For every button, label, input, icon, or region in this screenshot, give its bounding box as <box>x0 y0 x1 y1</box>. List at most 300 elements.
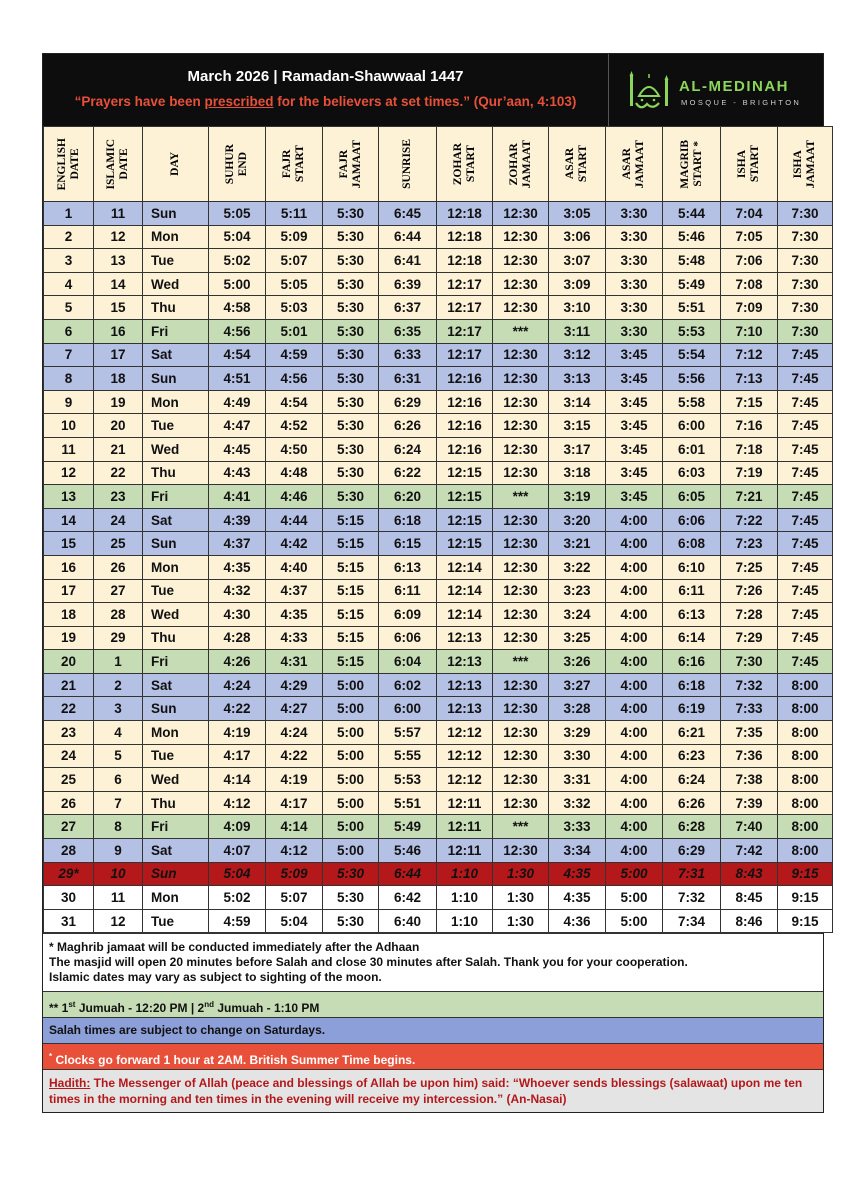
table-cell: 13 <box>94 249 143 273</box>
table-cell: 18 <box>94 367 143 391</box>
quran-quote <box>43 94 608 109</box>
table-cell: 11 <box>44 437 94 461</box>
table-cell: 5:15 <box>323 650 379 674</box>
table-cell: 4:46 <box>266 485 323 509</box>
table-row <box>44 650 833 674</box>
table-cell: 5 <box>44 296 94 320</box>
table-cell: 3:26 <box>549 650 606 674</box>
table-cell: 3 <box>44 249 94 273</box>
table-cell: 12:30 <box>493 673 549 697</box>
column-header <box>44 127 94 202</box>
table-cell: 12:30 <box>493 555 549 579</box>
table-cell: 5:00 <box>323 791 379 815</box>
jumuah-text-2: Jumuah - 12:20 PM | 2 <box>75 1001 205 1016</box>
table-cell: 4:49 <box>209 390 266 414</box>
table-cell: Fri <box>143 650 209 674</box>
column-header <box>606 127 663 202</box>
table-cell: 5:07 <box>266 886 323 910</box>
table-cell: 5:00 <box>323 721 379 745</box>
table-cell: 5:05 <box>209 202 266 226</box>
table-cell: 7:09 <box>721 296 778 320</box>
table-cell: 4:22 <box>266 744 323 768</box>
table-cell: 5:09 <box>266 225 323 249</box>
table-cell: 12 <box>44 461 94 485</box>
table-cell: 5:30 <box>323 272 379 296</box>
table-cell: *** <box>493 815 549 839</box>
column-header <box>778 127 833 202</box>
clocks-note <box>43 1043 823 1069</box>
table-cell: 12:11 <box>437 839 493 863</box>
table-row <box>44 367 833 391</box>
table-body <box>44 202 833 933</box>
column-header <box>379 127 437 202</box>
table-cell: 4:00 <box>606 839 663 863</box>
table-row <box>44 697 833 721</box>
table-row <box>44 272 833 296</box>
table-row <box>44 508 833 532</box>
table-cell: 4:00 <box>606 579 663 603</box>
table-cell: 1:30 <box>493 886 549 910</box>
mosque-dome-icon <box>627 70 671 114</box>
table-cell: 8:45 <box>721 886 778 910</box>
table-row <box>44 862 833 886</box>
table-cell: 12:30 <box>493 579 549 603</box>
table-cell: 11 <box>94 886 143 910</box>
table-cell: 4:45 <box>209 437 266 461</box>
table-cell: 7:45 <box>778 508 833 532</box>
jumuah-note <box>43 991 823 1017</box>
table-cell: 5:46 <box>379 839 437 863</box>
table-cell: 4:33 <box>266 626 323 650</box>
table-cell: 5:00 <box>323 697 379 721</box>
table-cell: 7:29 <box>721 626 778 650</box>
table-cell: 4:37 <box>266 579 323 603</box>
table-cell: 5:04 <box>209 862 266 886</box>
table-cell: 12:18 <box>437 249 493 273</box>
table-cell: 12:18 <box>437 202 493 226</box>
table-cell: Tue <box>143 414 209 438</box>
table-cell: 12:30 <box>493 721 549 745</box>
table-cell: 7:16 <box>721 414 778 438</box>
table-cell: 3:17 <box>549 437 606 461</box>
table-cell: 4:58 <box>209 296 266 320</box>
maghrib-note: * Maghrib jamaat will be conducted immediately after the Adhaan <box>49 940 420 955</box>
table-row <box>44 343 833 367</box>
table-cell: 6:28 <box>663 815 721 839</box>
table-cell: 4:12 <box>209 791 266 815</box>
table-cell: 6:24 <box>663 768 721 792</box>
table-cell: 3:45 <box>606 437 663 461</box>
table-cell: 4:59 <box>209 909 266 933</box>
table-cell: 6:15 <box>379 532 437 556</box>
table-cell: 7:30 <box>721 650 778 674</box>
table-cell: 9:15 <box>778 862 833 886</box>
column-header <box>437 127 493 202</box>
table-cell: 25 <box>94 532 143 556</box>
table-cell: 6:16 <box>663 650 721 674</box>
table-cell: 3:09 <box>549 272 606 296</box>
table-cell: 7:45 <box>778 485 833 509</box>
table-cell: 4:00 <box>606 744 663 768</box>
table-cell: Wed <box>143 603 209 627</box>
table-cell: 4:14 <box>209 768 266 792</box>
table-cell: 16 <box>44 555 94 579</box>
table-cell: 3:33 <box>549 815 606 839</box>
table-cell: 12:12 <box>437 768 493 792</box>
table-cell: 7:34 <box>663 909 721 933</box>
table-cell: 25 <box>44 768 94 792</box>
table-cell: 6:44 <box>379 862 437 886</box>
table-cell: 24 <box>44 744 94 768</box>
table-cell: 4:00 <box>606 508 663 532</box>
table-row <box>44 414 833 438</box>
table-cell: 4:17 <box>209 744 266 768</box>
table-cell: Sat <box>143 673 209 697</box>
table-cell: Sun <box>143 697 209 721</box>
table-cell: 8:00 <box>778 744 833 768</box>
table-cell: 4:17 <box>266 791 323 815</box>
table-cell: 5:51 <box>379 791 437 815</box>
table-cell: Fri <box>143 815 209 839</box>
table-cell: 27 <box>44 815 94 839</box>
table-cell: 7:23 <box>721 532 778 556</box>
table-cell: 12:16 <box>437 367 493 391</box>
table-row <box>44 839 833 863</box>
table-cell: 12:11 <box>437 791 493 815</box>
table-cell: 12:30 <box>493 390 549 414</box>
table-cell: 4:40 <box>266 555 323 579</box>
table-cell: 26 <box>94 555 143 579</box>
table-cell: 8 <box>94 815 143 839</box>
table-cell: 5:03 <box>266 296 323 320</box>
table-cell: Tue <box>143 744 209 768</box>
table-cell: 5:01 <box>266 319 323 343</box>
table-cell: 14 <box>94 272 143 296</box>
table-cell: 26 <box>44 791 94 815</box>
table-cell: 5:15 <box>323 532 379 556</box>
table-cell: 6:05 <box>663 485 721 509</box>
table-cell: 4:26 <box>209 650 266 674</box>
table-cell: 31 <box>44 909 94 933</box>
table-cell: 4:00 <box>606 650 663 674</box>
table-cell: Tue <box>143 909 209 933</box>
table-cell: 8 <box>44 367 94 391</box>
table-cell: 4:00 <box>606 721 663 745</box>
table-cell: 4:42 <box>266 532 323 556</box>
table-cell: 24 <box>94 508 143 532</box>
table-cell: 12:30 <box>493 839 549 863</box>
table-cell: 3:19 <box>549 485 606 509</box>
table-cell: 7:45 <box>778 579 833 603</box>
table-cell: 12:30 <box>493 414 549 438</box>
table-cell: 5:00 <box>606 862 663 886</box>
table-cell: 4:35 <box>266 603 323 627</box>
table-cell: 6:37 <box>379 296 437 320</box>
table-cell: 7:32 <box>721 673 778 697</box>
table-cell: 12:30 <box>493 626 549 650</box>
table-cell: 5:30 <box>323 367 379 391</box>
table-cell: Sun <box>143 367 209 391</box>
column-header-label: ENGLISH DATE <box>55 137 81 191</box>
table-cell: 7:21 <box>721 485 778 509</box>
table-cell: 4:37 <box>209 532 266 556</box>
column-header <box>266 127 323 202</box>
table-row <box>44 390 833 414</box>
table-cell: 4:00 <box>606 791 663 815</box>
table-cell: 29* <box>44 862 94 886</box>
table-row <box>44 296 833 320</box>
table-cell: 12 <box>94 225 143 249</box>
table-cell: 5:15 <box>323 508 379 532</box>
table-cell: 7:45 <box>778 555 833 579</box>
table-cell: 5:05 <box>266 272 323 296</box>
column-header <box>94 127 143 202</box>
clocks-asterisk: * <box>49 1052 53 1062</box>
table-cell: 3:14 <box>549 390 606 414</box>
table-cell: 17 <box>44 579 94 603</box>
table-cell: 8:00 <box>778 721 833 745</box>
table-cell: 7:15 <box>721 390 778 414</box>
table-cell: 5:30 <box>323 249 379 273</box>
mosque-location: MOSQUE - BRIGHTON <box>681 98 802 107</box>
table-cell: 5:15 <box>323 626 379 650</box>
column-header-label: FAJR START <box>281 145 306 183</box>
table-cell: 12:14 <box>437 579 493 603</box>
table-cell: 12:30 <box>493 343 549 367</box>
table-cell: 1 <box>94 650 143 674</box>
table-cell: 6:35 <box>379 319 437 343</box>
table-cell: 7:36 <box>721 744 778 768</box>
table-cell: 12:30 <box>493 532 549 556</box>
table-cell: 7:12 <box>721 343 778 367</box>
table-cell: 7:33 <box>721 697 778 721</box>
table-cell: Tue <box>143 579 209 603</box>
table-cell: 6:09 <box>379 603 437 627</box>
table-cell: 21 <box>44 673 94 697</box>
table-cell: 5:02 <box>209 249 266 273</box>
table-cell: 3:30 <box>606 202 663 226</box>
table-cell: Mon <box>143 721 209 745</box>
table-cell: 3:05 <box>549 202 606 226</box>
table-cell: 5:30 <box>323 909 379 933</box>
table-cell: 1:30 <box>493 909 549 933</box>
table-cell: 4:00 <box>606 626 663 650</box>
table-row <box>44 437 833 461</box>
hadith-label: Hadith: <box>49 1076 91 1091</box>
timetable-sheet <box>42 53 824 1113</box>
table-cell: 5:09 <box>266 862 323 886</box>
table-cell: 7:42 <box>721 839 778 863</box>
table-cell: 29 <box>94 626 143 650</box>
table-cell: Thu <box>143 626 209 650</box>
table-cell: 9 <box>44 390 94 414</box>
table-cell: 9:15 <box>778 886 833 910</box>
table-cell: 8:00 <box>778 791 833 815</box>
table-cell: 3:30 <box>606 272 663 296</box>
table-row <box>44 461 833 485</box>
table-cell: 5:46 <box>663 225 721 249</box>
table-cell: *** <box>493 650 549 674</box>
table-cell: 6:03 <box>663 461 721 485</box>
table-cell: 5:49 <box>663 272 721 296</box>
table-cell: 12:16 <box>437 414 493 438</box>
table-cell: 7:38 <box>721 768 778 792</box>
table-cell: 7:35 <box>721 721 778 745</box>
table-cell: 4:00 <box>606 555 663 579</box>
table-cell: 7 <box>44 343 94 367</box>
table-row <box>44 603 833 627</box>
column-header <box>323 127 379 202</box>
table-cell: Wed <box>143 768 209 792</box>
table-cell: Thu <box>143 296 209 320</box>
table-cell: 6:00 <box>379 697 437 721</box>
table-cell: 12:30 <box>493 508 549 532</box>
table-cell: 4:35 <box>549 886 606 910</box>
table-cell: 5:53 <box>663 319 721 343</box>
mosque-logo <box>608 54 823 126</box>
table-row <box>44 721 833 745</box>
table-row <box>44 579 833 603</box>
table-cell: 7:45 <box>778 414 833 438</box>
table-cell: 5:30 <box>323 862 379 886</box>
table-cell: 3:13 <box>549 367 606 391</box>
table-cell: 6:01 <box>663 437 721 461</box>
table-cell: 3:32 <box>549 791 606 815</box>
table-cell: 5:30 <box>323 461 379 485</box>
table-cell: 6:06 <box>663 508 721 532</box>
column-header-label: ASAR START <box>564 145 589 183</box>
table-cell: 3:34 <box>549 839 606 863</box>
table-cell: 7:45 <box>778 367 833 391</box>
table-cell: 3:30 <box>606 319 663 343</box>
table-cell: 6:19 <box>663 697 721 721</box>
table-cell: 6:11 <box>379 579 437 603</box>
table-cell: 7:30 <box>778 225 833 249</box>
table-cell: 6:23 <box>663 744 721 768</box>
table-row <box>44 909 833 933</box>
table-cell: 7:45 <box>778 390 833 414</box>
table-cell: 6:29 <box>379 390 437 414</box>
table-cell: *** <box>493 485 549 509</box>
table-cell: 12:15 <box>437 508 493 532</box>
table-cell: 3:20 <box>549 508 606 532</box>
table-cell: 7:30 <box>778 202 833 226</box>
table-cell: 4:35 <box>209 555 266 579</box>
table-cell: 3:45 <box>606 343 663 367</box>
table-cell: 4:00 <box>606 768 663 792</box>
table-cell: 5:55 <box>379 744 437 768</box>
table-cell: Sun <box>143 202 209 226</box>
table-cell: 7:45 <box>778 626 833 650</box>
table-cell: 4:51 <box>209 367 266 391</box>
table-cell: 5 <box>94 744 143 768</box>
table-cell: 4:56 <box>266 367 323 391</box>
table-cell: Sat <box>143 343 209 367</box>
table-cell: 12:12 <box>437 721 493 745</box>
table-cell: 4:52 <box>266 414 323 438</box>
table-cell: 5:07 <box>266 249 323 273</box>
table-cell: 3:18 <box>549 461 606 485</box>
table-cell: 8:00 <box>778 839 833 863</box>
table-cell: 4:29 <box>266 673 323 697</box>
table-cell: 27 <box>94 579 143 603</box>
table-cell: 5:30 <box>323 319 379 343</box>
table-cell: Mon <box>143 225 209 249</box>
table-row <box>44 532 833 556</box>
table-cell: 5:30 <box>323 225 379 249</box>
column-header-label: DAY <box>169 152 181 176</box>
table-cell: 7:30 <box>778 249 833 273</box>
table-cell: 4:14 <box>266 815 323 839</box>
table-cell: 10 <box>94 862 143 886</box>
table-cell: 5:58 <box>663 390 721 414</box>
table-cell: 12:16 <box>437 437 493 461</box>
table-cell: 6:44 <box>379 225 437 249</box>
table-cell: 4:22 <box>209 697 266 721</box>
table-cell: 4:32 <box>209 579 266 603</box>
table-header-row <box>44 127 833 202</box>
table-cell: 1:10 <box>437 886 493 910</box>
table-cell: 6:10 <box>663 555 721 579</box>
table-cell: 4:39 <box>209 508 266 532</box>
table-cell: 4:00 <box>606 603 663 627</box>
table-cell: 6 <box>94 768 143 792</box>
table-cell: 7:31 <box>663 862 721 886</box>
table-cell: 6:08 <box>663 532 721 556</box>
table-cell: Wed <box>143 272 209 296</box>
table-cell: 4:47 <box>209 414 266 438</box>
table-cell: 2 <box>44 225 94 249</box>
table-cell: 12:15 <box>437 485 493 509</box>
table-cell: 12:16 <box>437 390 493 414</box>
table-cell: 7:45 <box>778 650 833 674</box>
table-cell: 3:11 <box>549 319 606 343</box>
table-cell: 12:30 <box>493 603 549 627</box>
table-cell: 5:15 <box>323 603 379 627</box>
table-cell: 14 <box>44 508 94 532</box>
table-cell: 5:00 <box>606 886 663 910</box>
table-cell: 6:13 <box>379 555 437 579</box>
table-cell: 7:06 <box>721 249 778 273</box>
table-cell: Mon <box>143 390 209 414</box>
table-cell: 3:21 <box>549 532 606 556</box>
table-cell: 1:10 <box>437 862 493 886</box>
table-cell: 3:23 <box>549 579 606 603</box>
table-cell: 6:02 <box>379 673 437 697</box>
table-cell: 6:26 <box>663 791 721 815</box>
table-cell: 6:20 <box>379 485 437 509</box>
table-cell: 9:15 <box>778 909 833 933</box>
table-cell: 12 <box>94 909 143 933</box>
table-cell: 3:45 <box>606 390 663 414</box>
table-cell: 19 <box>44 626 94 650</box>
table-row <box>44 791 833 815</box>
table-cell: 12:13 <box>437 673 493 697</box>
column-header <box>721 127 778 202</box>
table-cell: 4:00 <box>606 532 663 556</box>
table-cell: 5:00 <box>323 744 379 768</box>
table-cell: 16 <box>94 319 143 343</box>
table-cell: 3:07 <box>549 249 606 273</box>
table-cell: 3:25 <box>549 626 606 650</box>
column-header-label: MAGRIB START * <box>678 139 704 189</box>
table-cell: Sat <box>143 839 209 863</box>
table-cell: 7:04 <box>721 202 778 226</box>
table-cell: 3:24 <box>549 603 606 627</box>
table-cell: 7:40 <box>721 815 778 839</box>
table-cell: 5:30 <box>323 202 379 226</box>
table-cell: 12:17 <box>437 296 493 320</box>
